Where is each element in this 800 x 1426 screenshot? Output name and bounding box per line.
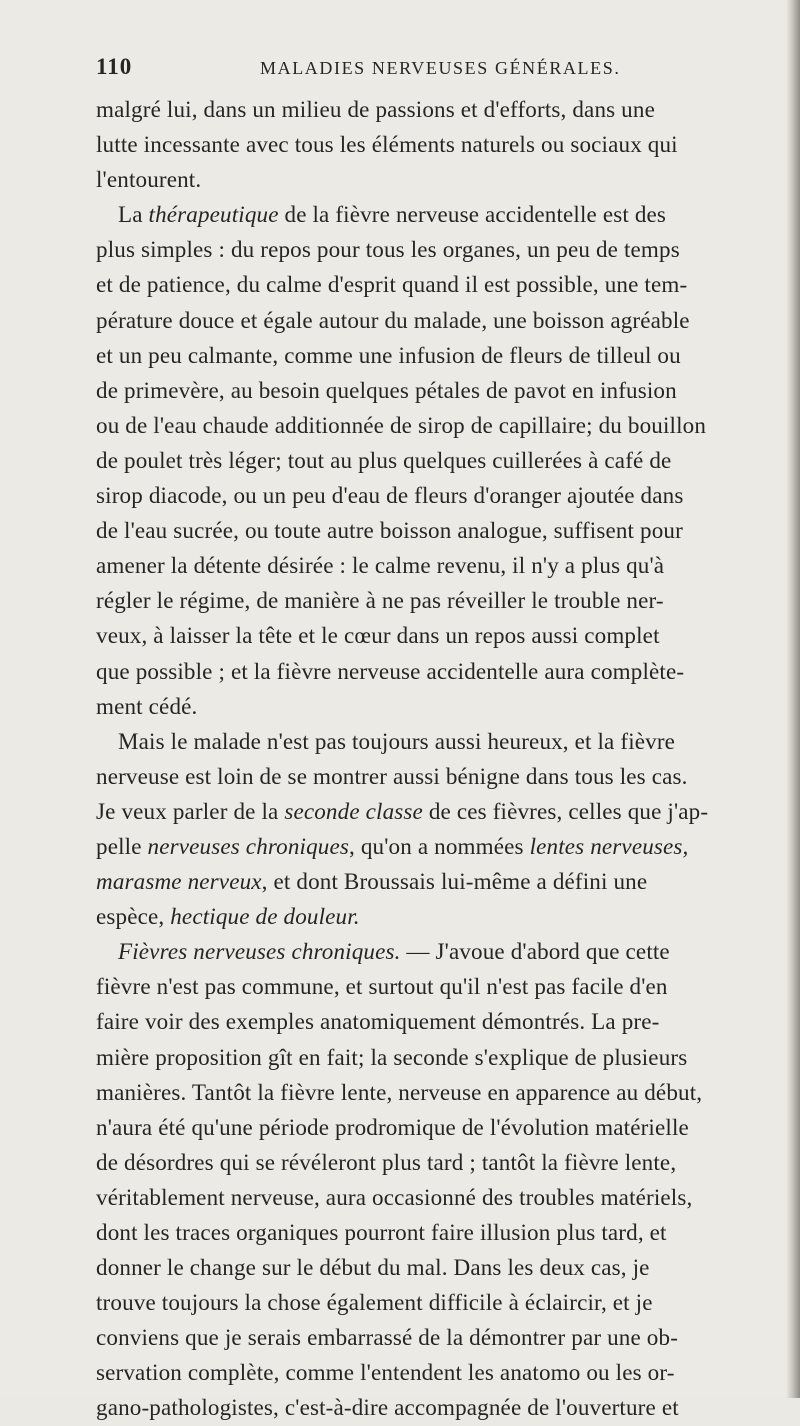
text-line [96,1215,786,1250]
italic-text-segment: thérapeutique [148,201,279,228]
text-segment: , qu'on a nommées [349,832,530,859]
text-segment: ment cédé. [96,692,198,719]
italic-text-segment: lentes nerveuses, [529,832,689,859]
text-line [96,934,786,969]
text-segment: de l'eau sucrée, ou toute autre boisson analogue, suffisent pour [96,517,683,544]
text-segment: l'entourent. [96,166,202,193]
text-line [96,1285,786,1320]
text-line [96,127,786,162]
text-segment: de poulet très léger; tout au plus quelques cuillerées à café de [96,446,672,473]
text-segment: Je veux parler de la [96,797,285,824]
text-line [96,864,786,899]
page-number: 110 [96,54,133,79]
text-line [96,478,786,513]
text-line [96,759,786,794]
text-line [96,408,786,443]
text-line [96,1075,786,1110]
text-line [96,267,786,302]
text-segment: sirop diacode, ou un peu d'eau de fleurs d'oranger ajoutée dans [96,482,684,509]
text-line [96,1004,786,1039]
text-line [96,583,786,618]
text-line [96,1180,786,1215]
text-line [96,197,786,232]
text-segment: dont les traces organiques pourront faire illusion plus tard, et [96,1219,667,1245]
text-segment: que possible ; et la fièvre nerveuse accidentelle aura complète- [96,657,685,684]
text-segment: de primevère, au besoin quelques pétales de pavot en infusion [96,376,677,403]
text-line [96,1320,786,1355]
running-title: MALADIES NERVEUSES GÉNÉRALES. [260,58,621,78]
text-line [96,899,786,934]
text-line [96,162,786,197]
text-segment: conviens que je serais embarrassé de la démontrer par une ob- [96,1324,679,1351]
text-line [96,92,786,127]
text-segment: nerveuse est loin de se montrer aussi bénigne dans tous les cas. [96,762,688,789]
text-segment: plus simples : du repos pour tous les organes, un peu de temps [96,236,680,263]
text-line [96,303,786,338]
body-text [96,92,786,1426]
text-line [96,1110,786,1145]
text-line [96,232,786,267]
text-line [96,689,786,724]
text-segment: pérature douce et égale autour du malade, une boisson agréable [96,306,690,333]
text-segment: , et dont Broussais lui-même a défini une [261,868,648,895]
text-line [96,794,786,829]
text-line [96,654,786,689]
text-line [96,1145,786,1180]
text-segment: et de patience, du calme d'esprit quand il est possible, une tem- [96,271,688,298]
text-line [96,1040,786,1075]
text-segment: ou de l'eau chaude additionnée de sirop de capillaire; du bouillon [96,411,707,438]
text-line [96,724,786,759]
italic-text-segment: Fièvres nerveuses chroniques. [118,938,401,965]
page-header [96,54,776,88]
text-line [96,338,786,373]
text-segment: de la fièvre nerveuse accidentelle est des [278,201,667,228]
text-segment: veux, à laisser la tête et le cœur dans un repos aussi complet [96,622,660,649]
text-segment: régler le régime, de manière à ne pas réveiller le trouble ner- [96,587,664,614]
text-segment: et un peu calmante, comme une infusion de fleurs de tilleul ou [96,341,681,368]
text-segment: espèce, [96,903,171,930]
text-line [96,443,786,478]
italic-text-segment: hectique de douleur. [170,903,360,930]
text-line [96,618,786,653]
text-segment: n'aura été qu'une période prodromique de l'évolution matérielle [96,1113,689,1140]
text-line [96,548,786,583]
text-segment: La [118,201,149,228]
text-segment: faire voir des exemples anatomiquement démontrés. La pre- [96,1008,660,1035]
text-segment: Mais le malade n'est pas toujours aussi heureux, et la fièvre [118,727,676,754]
text-segment: manières. Tantôt la fièvre lente, nerveuse en apparence au début, [96,1078,703,1105]
text-line [96,969,786,1004]
text-segment: de désordres qui se révéleront plus tard ; tantôt la fièvre lente, [96,1148,677,1175]
text-segment: véritablement nerveuse, aura occasionné des troubles matériels, [96,1183,693,1210]
italic-text-segment: nerveuses chroniques [147,832,349,859]
text-line [96,1355,786,1390]
text-segment: malgré lui, dans un milieu de passions et d'efforts, dans une [96,96,655,122]
text-segment: gano-pathologistes, c'est-à-dire accompagnée de l'ouverture et [96,1394,679,1421]
text-segment: donner le change sur le début du mal. Dans les deux cas, je [96,1254,650,1281]
text-segment: mière proposition gît en fait; la seconde s'explique de plusieurs [96,1043,688,1070]
text-line [96,1250,786,1285]
text-segment: lutte incessante avec tous les éléments naturels ou sociaux qui [96,131,678,158]
text-segment: pelle [96,832,148,859]
text-segment: fièvre n'est pas commune, et surtout qu'il n'est pas facile d'en [96,973,668,1000]
text-line [96,373,786,408]
text-segment: trouve toujours la chose également difficile à éclaircir, et je [96,1289,653,1316]
text-segment: amener la détente désirée : le calme revenu, il n'y a plus qu'à [96,552,665,579]
text-line [96,513,786,548]
italic-text-segment: seconde classe [284,797,423,824]
italic-text-segment: marasme nerveux [96,868,262,895]
page-edge-shadow [786,0,800,1398]
text-line [96,1390,786,1425]
text-line [96,829,786,864]
text-segment: — J'avoue d'abord que cette [400,938,670,965]
text-segment: servation complète, comme l'entendent les anatomo ou les or- [96,1359,675,1386]
text-segment: de ces fièvres, celles que j'ap- [422,797,709,824]
